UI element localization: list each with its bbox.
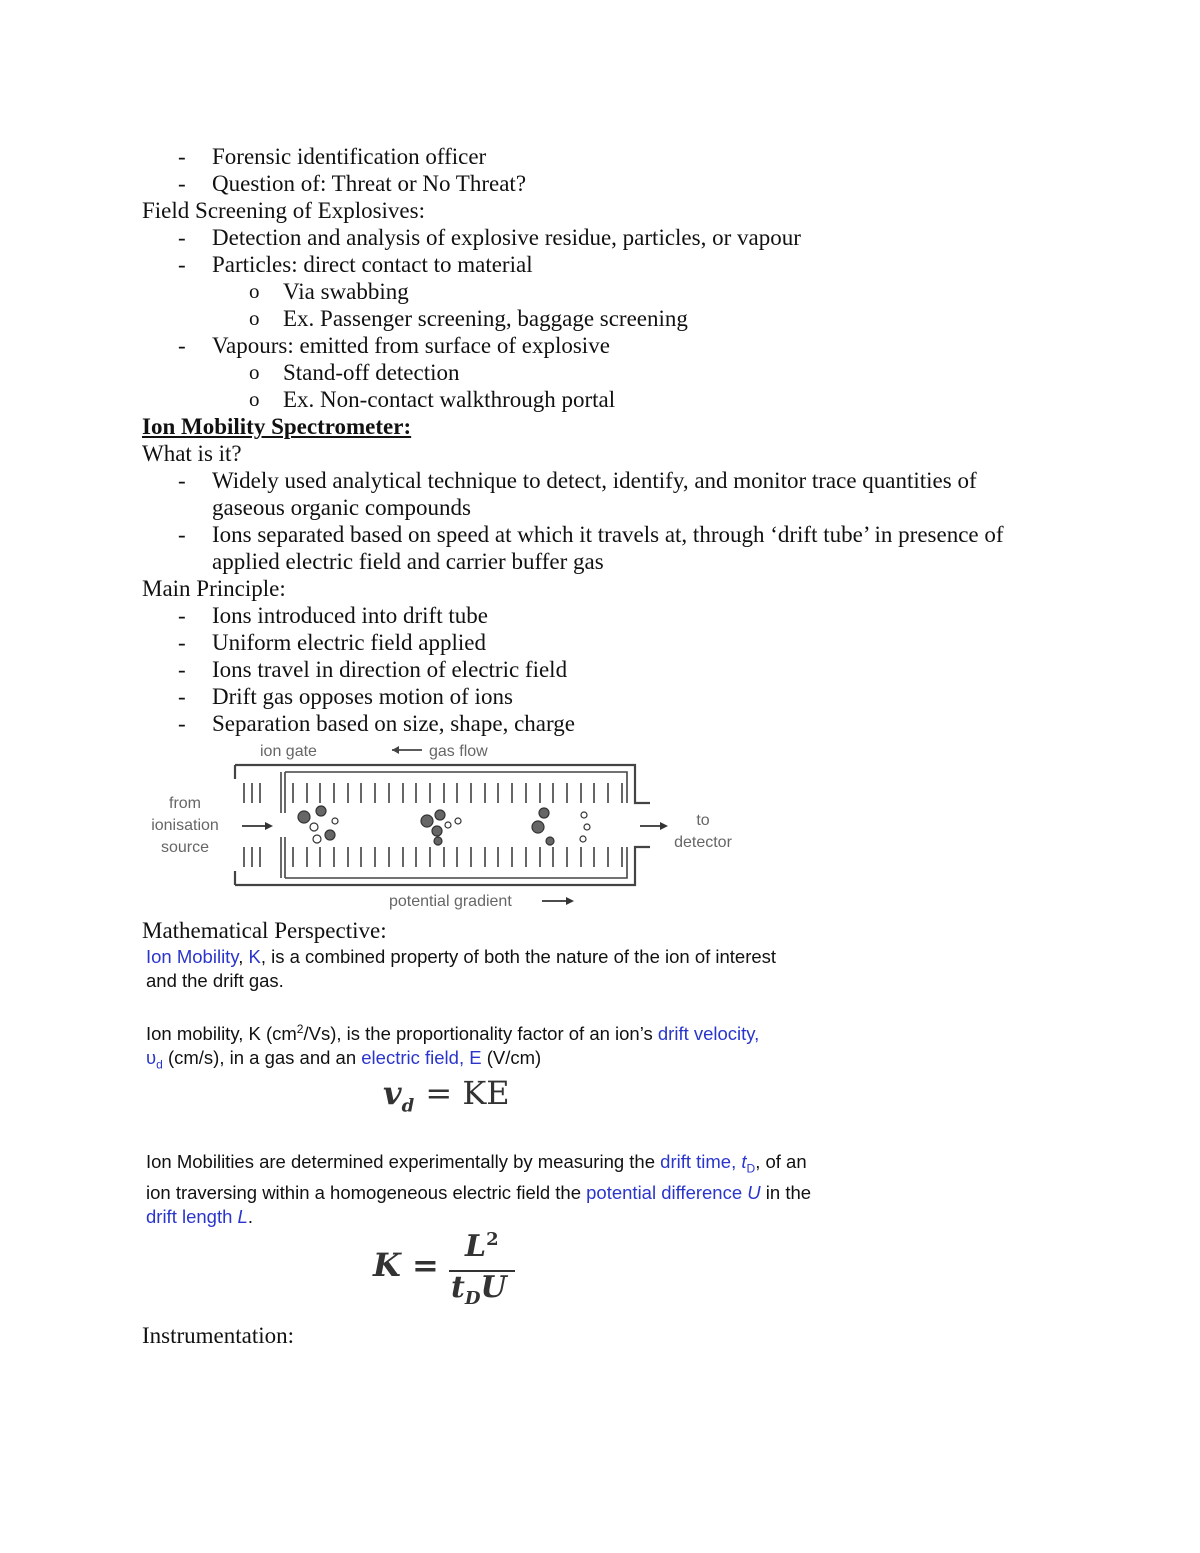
section-heading-instrumentation: Instrumentation: [142,1323,295,1348]
to-label-2: detector [674,834,732,851]
drift-tube-diagram [140,735,760,915]
equation-ion-mobility: K = $L^2$ $t_DU$ [373,1226,533,1316]
inlet-arrowhead [265,822,273,830]
equation-numerator: $L^2$ [465,1229,499,1264]
drift-rings-bottom [244,847,622,867]
tube-inner-bottom [285,847,627,878]
ion-cluster-2 [421,810,461,845]
document-page: - Forensic identification officer - Question of: Threat or No Threat? Field Screening of Explosives: - Detection and analysis of explosive residue, particles, or vapour - Particles: direct contact to material o Via swabbing o Ex. Passenger screening, baggage screening - Vapours: emitted from surface of explosive o Stand-off detection o Ex. Non-contact walkthrough portal Ion Mobility Spectrometer: What is it? - Widely used analytical technique to detect, identify, and monitor trace quantities of gaseous organic compounds - Ions separated based on speed at which it travels at, through ‘drift tube’ in presence of applied electric field and carrier buffer gas Main Principle: - Ions introduced into drift tube - Uniform electric field applied - Ions travel in direction of electric field - Drift gas opposes motion of ions - Separation based on size, shape, charge ion gate gas flow from ionisation source to detector potential gradient Mathematical Perspective: Ion Mobility, K, is a combined property of both the nature of the ion of interest and the drift gas. Ion mobility, K $(cm^2/Vs)$, is the proportionality factor of an ion’s drift velocity, $\upsilon_d$ (cm/s), in a gas and an electric field, E (V/cm) $v_d$ = KE Ion Mobilities are determined experimentally by measuring the drift time, $t_D$, of an ion traversing within a homogeneous electric field the potential difference U in the drift length L. K = $L^2$ $t_DU$ Instrumentation: [142,144,1004,1348]
math-paragraph-1: Ion Mobility, K, is a combined property of both the nature of the ion of interest and the drift gas. [146,946,777,991]
math-paragraph-2: Ion mobility, K $(cm^2/Vs)$, is the proportionality factor of an ion’s drift velocity, $\upsilon_d$ (cm/s), in a gas and an electric field, E (V/cm) [146,1022,760,1072]
gas-flow-label: gas flow [429,743,488,760]
math-paragraph-3: Ion Mobilities are determined experimentally by measuring the drift time, $t_D$, of an ion traversing within a homogeneous electric field the potential difference U in the drift length L. [146,1151,812,1227]
equation-drift-velocity: $v_d$ = KE [383,1074,510,1117]
subheading-what-is-it: What is it? [142,441,242,466]
from-label-2: ionisation [151,817,219,834]
ion-cluster-3 [532,808,590,845]
drift-rings-top [244,783,622,803]
gas-flow-arrowhead [392,746,399,754]
subheading-main-principle: Main Principle: [142,576,286,601]
section-heading-field-screening: Field Screening of Explosives: [142,198,425,223]
from-label-3: source [160,839,210,856]
potential-gradient-label: potential gradient [389,893,512,910]
ion-gate-label: ion gate [260,743,317,760]
section-heading-ims: Ion Mobility Spectrometer: [142,414,412,439]
from-label-1: from [169,795,201,812]
ion-cluster-1 [298,806,338,843]
to-label-1: to [696,812,710,829]
equation-denominator: $t_DU$ [451,1270,507,1309]
tube-outer-bottom [235,847,650,885]
outlet-arrowhead [660,822,668,830]
section-heading-math: Mathematical Perspective: [142,918,387,943]
tube-outer-top [235,765,650,803]
tube-inner-top [285,772,627,803]
